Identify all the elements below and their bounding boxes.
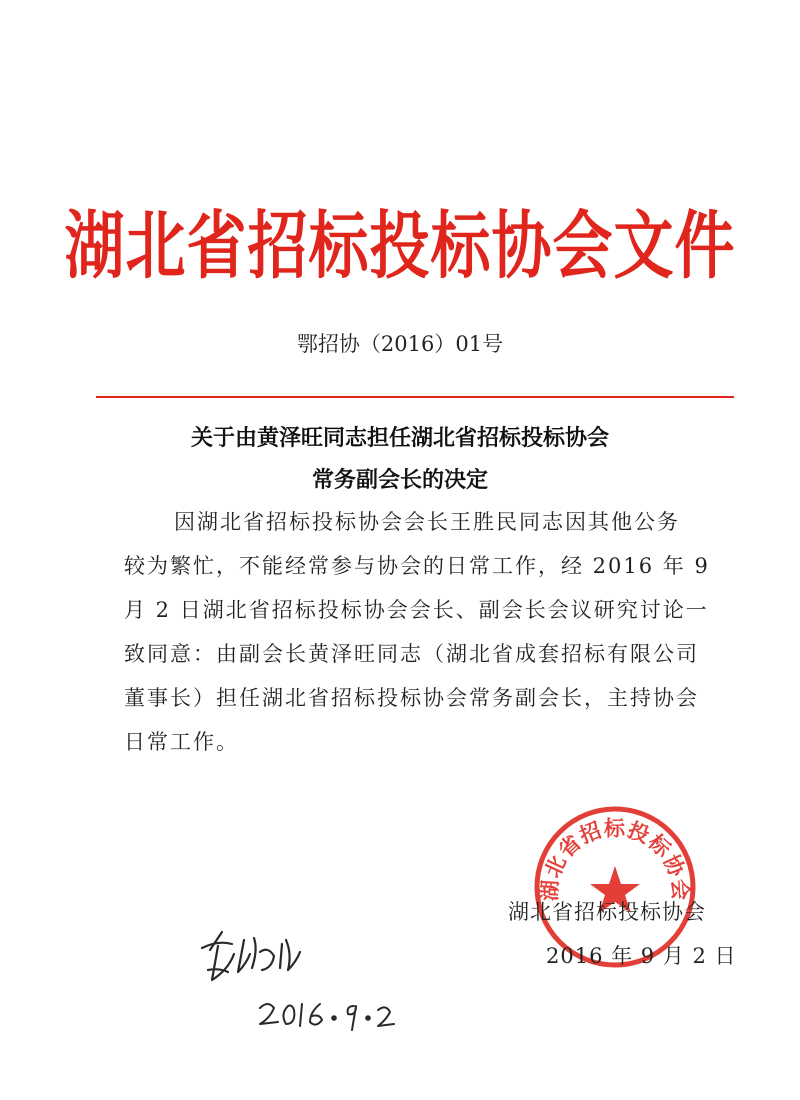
body-line-4: 致同意：由副会长黄泽旺同志（湖北省成套招标有限公司	[124, 642, 699, 666]
body-line-2: 较为繁忙，不能经常参与协会的日常工作，经 2016 年 9	[124, 554, 710, 578]
body-line-1: 因湖北省招标投标协会会长王胜民同志因其他公务	[174, 510, 680, 534]
body-line-6: 日常工作。	[124, 730, 239, 754]
issue-date: 2016 年 9 月 2 日	[546, 944, 737, 968]
decision-body	[124, 500, 710, 764]
handwritten-signature	[188, 910, 428, 1050]
decision-title-line-2: 常务副会长的决定	[311, 468, 488, 493]
red-divider-line	[96, 396, 734, 398]
document-number: 鄂招协（2016）01号	[296, 332, 504, 356]
seal-text: 湖北省招标投标协会	[537, 816, 693, 902]
document-header-title: 湖北省招标投标协会文件	[64, 203, 736, 290]
issuer-name: 湖北省招标投标协会	[508, 900, 706, 924]
decision-title-line-1: 关于由黄泽旺同志担任湖北省招标投标协会	[190, 426, 609, 451]
decision-title	[0, 418, 800, 502]
body-line-5: 董事长）担任湖北省招标投标协会常务副会长，主持协会	[124, 686, 699, 710]
body-line-3: 月 2 日湖北省招标投标协会会长、副会长会议研究讨论一	[124, 598, 709, 622]
